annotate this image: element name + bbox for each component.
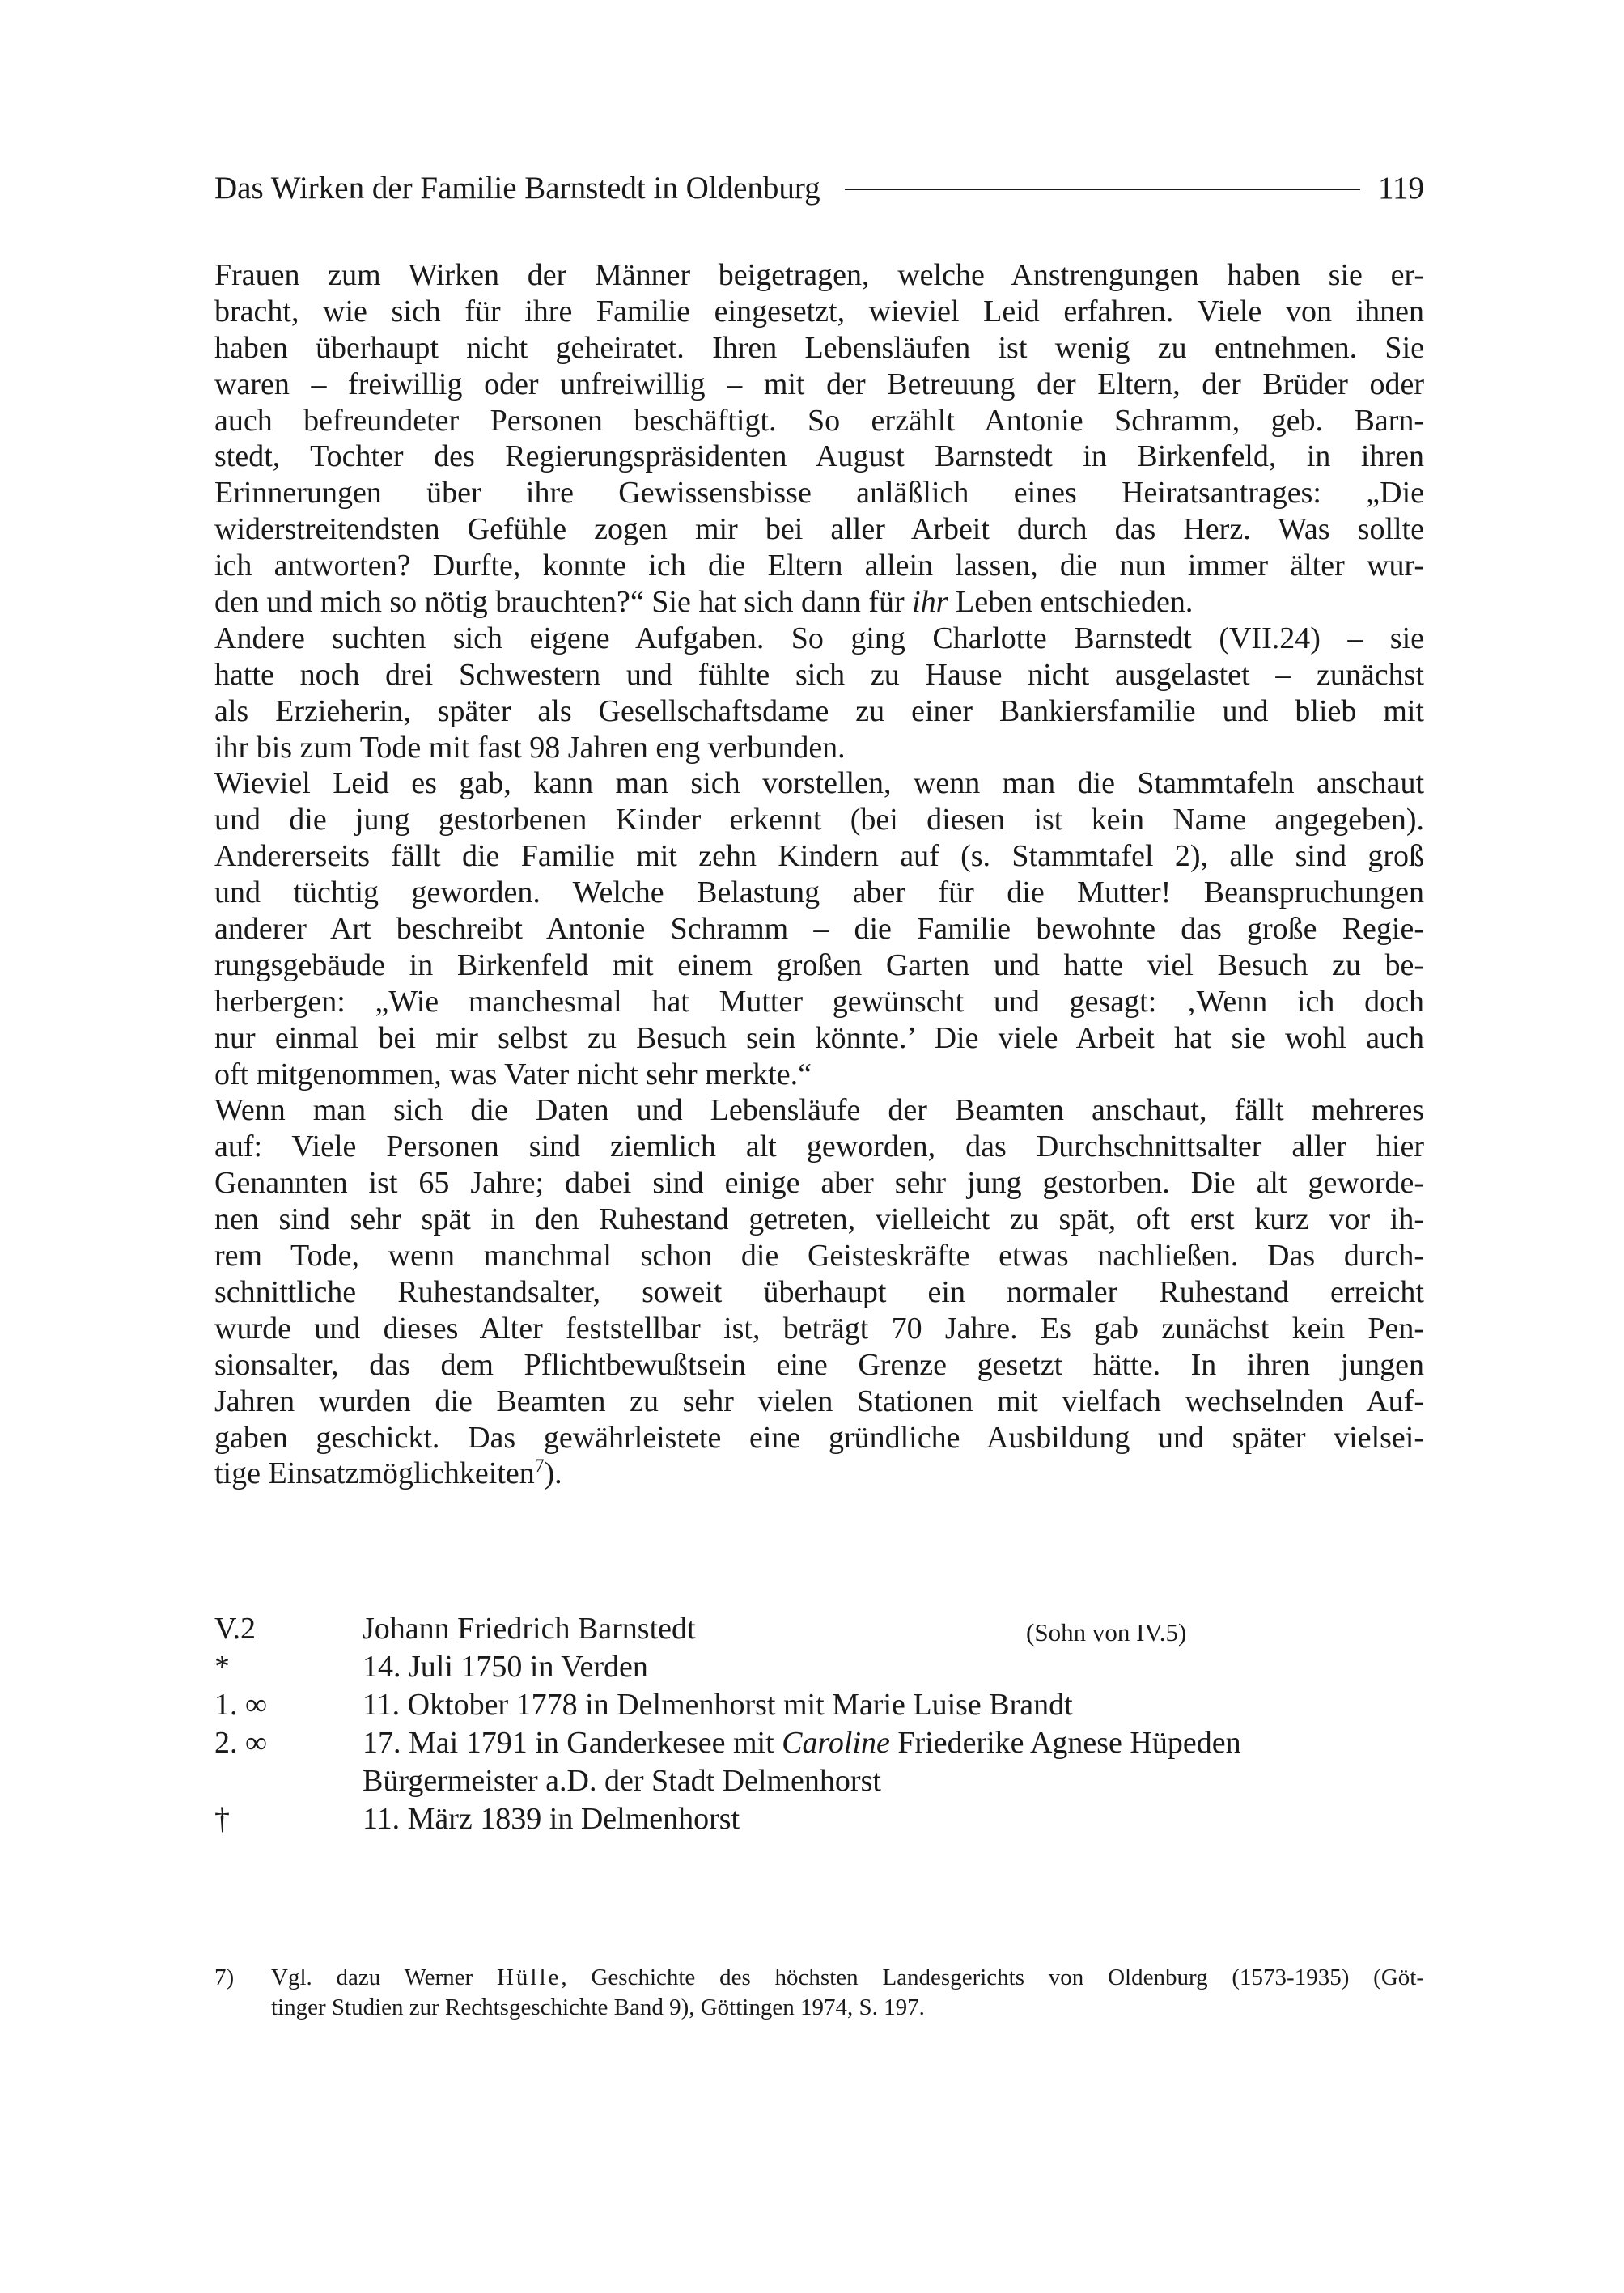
running-title: Das Wirken der Familie Barnstedt in Oldenburg bbox=[214, 170, 820, 206]
author-name: Hülle bbox=[496, 1965, 562, 1990]
text-line: als Erzieherin, später als Gesellschaftsdame zu einer Bankiersfamilie und blieb mit bbox=[214, 693, 1424, 728]
text-line: auf: Viele Personen sind ziemlich alt geworden, das Durchschnittsalter aller hier bbox=[214, 1130, 1424, 1164]
marriage-symbol: 1. ∞ bbox=[214, 1688, 268, 1722]
text-segment: , Geschichte des höchsten Landesgerichts von Oldenburg (1573-1935) (Göt- bbox=[561, 1965, 1424, 1990]
text-line: nen sind sehr spät in den Ruhestand getreten, vielleicht zu spät, oft erst kurz vor ih- bbox=[214, 1202, 1424, 1237]
text-line: Erinnerungen über ihre Gewissensbisse anläßlich eines Heiratsantrages: „Die bbox=[214, 476, 1424, 511]
text-line bbox=[214, 584, 1424, 621]
marriage-symbol: 2. ∞ bbox=[214, 1726, 268, 1760]
footnote-reference[interactable]: 7 bbox=[534, 1456, 545, 1477]
marriage-detail bbox=[363, 1724, 1241, 1762]
marriage-detail: 11. Oktober 1778 in Delmenhorst mit Marie Luise Brandt bbox=[363, 1688, 1073, 1722]
footnote-line: tinger Studien zur Rechtsgeschichte Band 9), Göttingen 1974, S. 197. bbox=[271, 1994, 925, 2020]
entry-id: V.2 bbox=[214, 1612, 257, 1646]
text-line: schnittliche Ruhestandsalter, soweit überhaupt ein normaler Ruhestand erreicht bbox=[214, 1274, 1424, 1309]
text-line: stedt, Tochter des Regierungspräsidenten August Barnstedt in Birkenfeld, in ihren bbox=[214, 439, 1424, 474]
text-line: hatte noch drei Schwestern und fühlte sich zu Hause nicht ausgelastet – zunächst bbox=[214, 657, 1424, 692]
text-line: auch befreundeter Personen beschäftigt. So erzählt Antonie Schramm, geb. Barn- bbox=[214, 403, 1424, 438]
text-segment: ). bbox=[544, 1456, 562, 1491]
text-line: Wenn man sich die Daten und Lebensläufe der Beamten anschaut, fällt mehreres bbox=[214, 1093, 1424, 1128]
text-line: und tüchtig geworden. Welche Belastung aber für die Mutter! Beanspruchungen bbox=[214, 875, 1424, 910]
office: Bürgermeister a.D. der Stadt Delmenhorst bbox=[363, 1764, 881, 1798]
page-number: 119 bbox=[1377, 170, 1424, 206]
text-line: wurde und dieses Alter feststellbar ist, beträgt 70 Jahre. Es gab zunächst kein Pen- bbox=[214, 1311, 1424, 1346]
footnote-text bbox=[271, 1963, 1424, 2023]
death-symbol: † bbox=[214, 1802, 230, 1836]
text-line: oft mitgenommen, was Vater nicht sehr merkte.“ bbox=[214, 1057, 812, 1091]
emphasis: Caroline bbox=[782, 1726, 890, 1760]
text-line: waren – freiwillig oder unfreiwillig – mit der Betreuung der Eltern, der Brüder oder bbox=[214, 367, 1424, 401]
text-line: haben überhaupt nicht geheiratet. Ihren Lebensläufen ist wenig zu entnehmen. Sie bbox=[214, 330, 1424, 365]
text-line: Andererseits fällt die Familie mit zehn Kindern auf (s. Stammtafel 2), alle sind groß bbox=[214, 839, 1424, 874]
text-line: bracht, wie sich für ihre Familie eingesetzt, wieviel Leid erfahren. Viele von ihnen bbox=[214, 294, 1424, 328]
text-line: Jahren wurden die Beamten zu sehr vielen Stationen mit vielfach wechselnden Auf- bbox=[214, 1384, 1424, 1418]
emphasis: ihr bbox=[912, 585, 948, 620]
text-line: Frauen zum Wirken der Männer beigetragen, welche Anstrengungen haben sie er- bbox=[214, 258, 1424, 292]
text-line: ich antworten? Durfte, konnte ich die Eltern allein lassen, die nun immer älter wur- bbox=[214, 549, 1424, 583]
birth-symbol: * bbox=[214, 1650, 230, 1684]
birth-date: 14. Juli 1750 in Verden bbox=[363, 1650, 648, 1684]
office-row bbox=[214, 1762, 1424, 1800]
page-header bbox=[214, 165, 1424, 210]
text-line: anderer Art beschreibt Antonie Schramm – die Familie bewohnte das große Regie- bbox=[214, 912, 1424, 947]
header-rule bbox=[845, 189, 1360, 190]
text-line: gaben geschickt. Das gewährleistete eine gründliche Ausbildung und später vielsei- bbox=[214, 1420, 1424, 1455]
text-line: Genannten ist 65 Jahre; dabei sind einige aber sehr jung gestorben. Die alt geworde- bbox=[214, 1166, 1424, 1201]
footnote bbox=[214, 1963, 1424, 2023]
marriage-row bbox=[214, 1686, 1424, 1724]
marriage-row bbox=[214, 1724, 1424, 1762]
text-line: ihr bis zum Tode mit fast 98 Jahren eng verbunden. bbox=[214, 730, 846, 765]
person-name: Johann Friedrich Barnstedt bbox=[363, 1612, 696, 1646]
text-line: und die jung gestorbenen Kinder erkennt (bei diesen ist kein Name angegeben). bbox=[214, 803, 1424, 837]
text-line bbox=[214, 1456, 1424, 1492]
entry-heading-row bbox=[214, 1610, 1424, 1648]
text-line: rem Tode, wenn manchmal schon die Geisteskräfte etwas nachließen. Das durch- bbox=[214, 1239, 1424, 1274]
text-segment: den und mich so nötig brauchten?“ Sie hat sich dann für bbox=[214, 585, 913, 620]
birth-row bbox=[214, 1648, 1424, 1686]
body-text bbox=[214, 257, 1424, 1492]
lineage-note: (Sohn von IV.5) bbox=[1026, 1618, 1187, 1647]
text-line: rungsgebäude in Birkenfeld mit einem großen Garten und hatte viel Besuch zu be- bbox=[214, 947, 1424, 982]
footnote-marker: 7) bbox=[214, 1965, 235, 1990]
death-row bbox=[214, 1800, 1424, 1838]
text-line: widerstreitendsten Gefühle zogen mir bei aller Arbeit durch das Herz. Was sollte bbox=[214, 512, 1424, 547]
text-line: Wieviel Leid es gab, kann man sich vorstellen, wenn man die Stammtafeln anschaut bbox=[214, 766, 1424, 801]
text-segment: Leben entschieden. bbox=[948, 585, 1194, 620]
text-segment: 17. Mai 1791 in Ganderkesee mit bbox=[363, 1726, 782, 1760]
text-line: Andere suchten sich eigene Aufgaben. So ging Charlotte Barnstedt (VII.24) – sie bbox=[214, 621, 1424, 655]
text-line: sionsalter, das dem Pflichtbewußtsein eine Grenze gesetzt hätte. In ihren jungen bbox=[214, 1347, 1424, 1382]
text-line: herbergen: „Wie manchesmal hat Mutter gewünscht und gesagt: ‚Wenn ich doch bbox=[214, 984, 1424, 1019]
text-segment: Friederike Agnese Hüpeden bbox=[889, 1726, 1241, 1760]
text-segment: Vgl. dazu Werner bbox=[271, 1965, 497, 1990]
text-line: nur einmal bei mir selbst zu Besuch sein könnte.’ Die viele Arbeit hat sie wohl auch bbox=[214, 1020, 1424, 1055]
death-date: 11. März 1839 in Delmenhorst bbox=[363, 1802, 740, 1836]
text-segment: tige Einsatzmöglichkeiten bbox=[214, 1456, 535, 1491]
footnote-line bbox=[271, 1963, 1424, 1993]
genealogy-entry bbox=[214, 1610, 1424, 1838]
